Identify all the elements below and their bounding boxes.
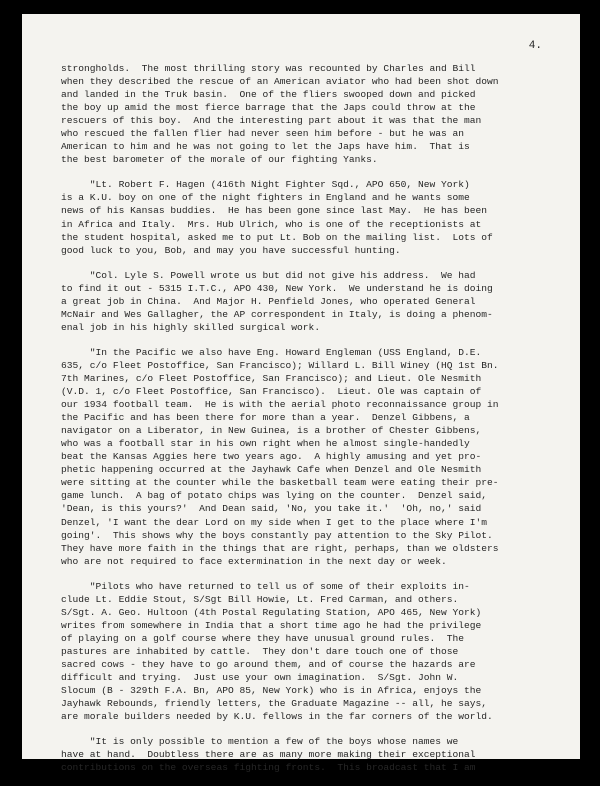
text-line: strongholds. The most thrilling story was recounted by Charles and Bill — [61, 63, 476, 74]
paragraph — [61, 735, 553, 774]
text-line: the best barometer of the morale of our fighting Yanks. — [61, 154, 378, 166]
text-line: have at hand. Doubtless there are as many more making their exceptional — [61, 749, 476, 761]
text-line: to find it out - 5315 I.T.C., APO 430, New York. We understand he is doing — [61, 282, 493, 294]
text-line: who rescued the fallen flier had never seen him before - but he was an — [61, 128, 465, 140]
text-line: contributions on the overseas fighting fronts. This broadcast that I am — [61, 762, 476, 774]
text-line: Slocum (B - 329th F.A. Bn, APO 85, New York) who is in Africa, enjoys the — [61, 685, 482, 697]
text-line: of playing on a golf course where they have unusual ground rules. The — [61, 632, 465, 644]
text-line: 635, c/o Fleet Postoffice, San Francisco); Willard L. Bill Winey (HQ 1st Bn. — [61, 359, 499, 371]
text-line: and landed in the Truk basin. One of the fliers swooped down and picked — [61, 89, 476, 101]
text-line: in Africa and Italy. Mrs. Hub Ulrich, who is one of the receptionists at — [61, 218, 482, 230]
text-line: 'Dean, is this yours?' And Dean said, 'No, you take it.' 'Oh, no,' said — [61, 503, 482, 515]
text-line: going'. This shows why the boys constantly pay attention to the Sky Pilot. — [61, 529, 493, 541]
text-line: the boy up amid the most fierce barrage that the Japs could throw at the — [61, 102, 476, 114]
text-line: good luck to you, Bob, and may you have successful hunting. — [61, 244, 401, 256]
text-line: "Col. Lyle S. Powell wrote us but did not give his address. We had — [61, 269, 476, 281]
text-line: beat the Kansas Aggies here two years ago. A highly amusing and yet pro- — [61, 451, 482, 463]
text-line: the student hospital, asked me to put Lt. Bob on the mailing list. Lots of — [61, 231, 493, 243]
text-line: when they described the rescue of an American aviator who had been shot down — [61, 76, 499, 88]
text-line: S/Sgt. A. Geo. Hultoon (4th Postal Regulating Station, APO 465, New York) — [61, 606, 482, 618]
text-line: "Lt. Robert F. Hagen (416th Night Fighter Sqd., APO 650, New York) — [61, 179, 470, 191]
page-number: 4. — [528, 40, 542, 52]
text-line: news of his Kansas buddies. He has been gone since last May. He has been — [61, 205, 488, 217]
text-line: Denzel, 'I want the dear Lord on my side when I get to the place where I'm — [61, 516, 488, 528]
text-line: who was a football star in his own right when he almost single-handedly — [61, 438, 470, 450]
text-line: the Pacific and has been there for more than a year. Denzel Gibbens, a — [61, 412, 470, 424]
text-line: sacred cows - they have to go around them, and of course the hazards are — [61, 658, 476, 670]
paragraph — [61, 346, 553, 568]
text-line: are morale builders needed by K.U. fellows in the far corners of the world. — [61, 711, 493, 723]
text-line: "It is only possible to mention a few of the boys whose names we — [61, 736, 459, 748]
text-line: McNair and Wes Gallagher, the AP correspondent in Italy, is doing a phenom- — [61, 308, 493, 320]
text-line: difficult and trying. Just use your own imagination. S/Sgt. John W. — [61, 672, 459, 684]
paragraph — [61, 178, 553, 256]
text-line: is a K.U. boy on one of the night fighters in England and he wants some — [61, 192, 470, 204]
text-line: writes from somewhere in India that a short time ago he had the privilege — [61, 619, 482, 631]
text-line: (V.D. 1, c/o Fleet Postoffice, San Francisco). Lieut. Ole was captain of — [61, 386, 482, 398]
text-line: American to him and he was not going to let the Japs have him. That is — [61, 141, 470, 153]
text-line: our 1934 football team. He is with the aerial photo reconnaissance group in — [61, 399, 499, 411]
text-line: "Pilots who have returned to tell us of some of their exploits in- — [61, 580, 470, 592]
text-line: were sitting at the counter while the basketball team were eating their pre- — [61, 477, 499, 489]
text-line: pastures are inhabited by cattle. They don't dare touch one of those — [61, 645, 459, 657]
text-line: game lunch. A bag of potato chips was lying on the counter. Denzel said, — [61, 490, 488, 502]
text-line: rescuers of this boy. And the interesting part about it was that the man — [61, 115, 482, 127]
document-page — [22, 14, 580, 774]
text-line: Jayhawk Rebounds, friendly letters, the Graduate Magazine -- all, he says, — [61, 698, 488, 710]
paragraph — [61, 269, 553, 334]
text-line: clude Lt. Eddie Stout, S/Sgt Bill Howie, Lt. Fred Carman, and others. — [61, 593, 459, 605]
text-line: who are not required to face extermination in the next day or week. — [61, 555, 447, 567]
body-text — [61, 62, 553, 786]
paragraph — [61, 580, 553, 724]
paragraph — [61, 62, 553, 166]
text-line: enal job in his highly skilled surgical work. — [61, 321, 321, 333]
text-line: phetic happening occurred at the Jayhawk Cafe when Denzel and Ole Nesmith — [61, 464, 482, 476]
text-line: "In the Pacific we also have Eng. Howard Engleman (USS England, D.E. — [61, 346, 482, 358]
text-line: 7th Marines, c/o Fleet Postoffice, San Francisco); and Lieut. Ole Nesmith — [61, 372, 482, 384]
text-line: a great job in China. And Major H. Penfield Jones, who operated General — [61, 295, 476, 307]
text-line: They have more faith in the things that are right, perhaps, than we oldsters — [61, 542, 499, 554]
text-line: navigator on a Liberator, in New Guinea, is a brother of Chester Gibbens, — [61, 425, 482, 437]
